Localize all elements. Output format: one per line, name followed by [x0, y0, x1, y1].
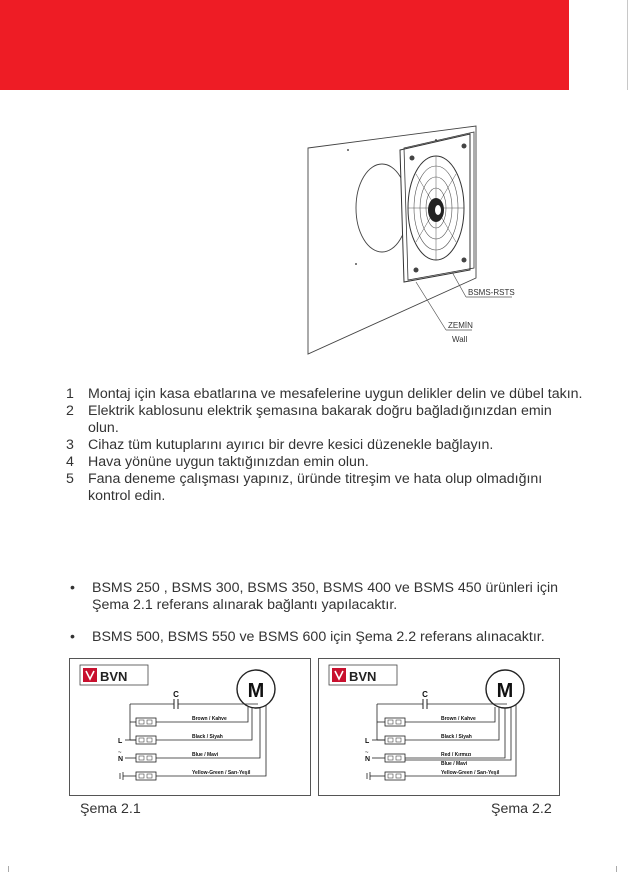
terminal-n-label: N: [118, 756, 124, 763]
motor-label: M: [247, 680, 265, 702]
wall-label: Wall: [452, 335, 468, 344]
list-item: [70, 629, 590, 646]
caption-schema-2-2: Şema 2.2: [491, 801, 552, 817]
svg-text:~: ~: [118, 750, 122, 756]
wire-label: Blue / Mavi: [192, 752, 219, 758]
step-text: Montaj için kasa ebatlarına ve mesafelerine uygun delikler delin ve dübel takın.: [88, 386, 583, 402]
wire-label: Black / Siyah: [192, 734, 223, 740]
step-text: Hava yönüne uygun taktığınızdan emin olun.: [88, 454, 369, 470]
wire-label: Red / Kırmızı: [441, 752, 472, 758]
wire-label: Yellow-Green / Sarı-Yeşil: [441, 770, 500, 776]
wire-label: Yellow-Green / Sarı-Yeşil: [192, 770, 251, 776]
wiring-notes: [70, 580, 590, 646]
terminal-n-label: N: [365, 756, 371, 763]
wire-label: Brown / Kahve: [441, 716, 476, 722]
terminal-l-label: L: [118, 738, 123, 745]
ground-icon: [120, 772, 136, 780]
terminal-block: [136, 718, 156, 780]
model-label: BSMS-RSTS: [468, 288, 515, 297]
wire-label: Black / Siyah: [441, 734, 472, 740]
fan-wall-illustration: [296, 112, 536, 360]
bullet-icon: •: [70, 580, 75, 596]
step-text: Fana deneme çalışması yapınız, üründe titreşim ve hata olup olmadığını kontrol edin.: [88, 471, 543, 504]
terminal-l-label: L: [365, 738, 370, 745]
capacitor-label: C: [173, 690, 179, 699]
step-number: 5: [66, 471, 74, 487]
wiring-diagram-2-2: [318, 658, 560, 796]
step-number: 4: [66, 454, 74, 470]
capacitor-label: C: [422, 690, 428, 699]
step-number: 1: [66, 386, 74, 402]
logo-text: BVN: [100, 669, 128, 684]
list-item: [66, 454, 586, 471]
wire-label: Brown / Kahve: [192, 716, 227, 722]
installation-steps: [66, 386, 586, 505]
red-header-band: [0, 0, 569, 90]
list-item: [66, 471, 586, 505]
floor-label: ZEMİN: [448, 321, 473, 330]
ground-icon: [367, 772, 385, 780]
step-text: Elektrik kablosunu elektrik şemasına bakarak doğru bağladığınızdan emin olun.: [88, 403, 552, 436]
wire-label: Blue / Mavi: [441, 761, 468, 767]
list-item: [70, 580, 590, 614]
note-text: BSMS 500, BSMS 550 ve BSMS 600 için Şema 2.2 referans alınacaktır.: [92, 629, 545, 645]
note-text: BSMS 250 , BSMS 300, BSMS 350, BSMS 400 ve BSMS 450 ürünleri için Şema 2.1 referans alınarak bağlantı yapılacaktır.: [92, 580, 559, 613]
svg-text:~: ~: [365, 750, 369, 756]
motor-label: M: [496, 680, 514, 702]
crop-mark: [8, 866, 9, 872]
step-number: 3: [66, 437, 74, 453]
terminal-block: [385, 718, 405, 780]
wiring-diagram-2-1: [69, 658, 311, 796]
installation-figure: [296, 112, 536, 360]
list-item: [66, 403, 586, 437]
list-item: [66, 437, 586, 454]
page-edge-rule: [627, 0, 628, 90]
list-item: [66, 386, 586, 403]
crop-mark: [616, 866, 617, 872]
caption-schema-2-1: Şema 2.1: [80, 801, 141, 817]
step-number: 2: [66, 403, 74, 419]
bullet-icon: •: [70, 629, 75, 645]
step-text: Cihaz tüm kutuplarını ayırıcı bir devre kesici düzenekle bağlayın.: [88, 437, 494, 453]
logo-text: BVN: [349, 669, 377, 684]
